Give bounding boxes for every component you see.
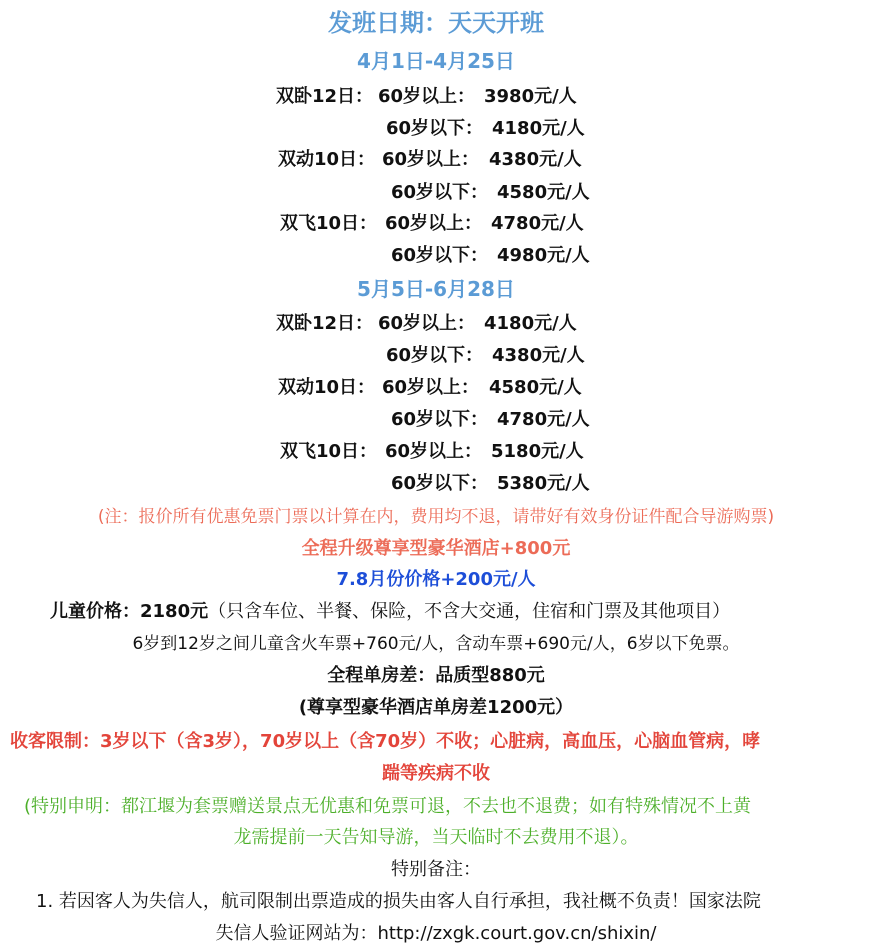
- price-value: 5380元/人: [497, 473, 590, 494]
- price-value: 4780元/人: [491, 213, 584, 234]
- product-name: 双飞10日：: [280, 441, 378, 462]
- age-group: 60岁以上：: [378, 86, 476, 107]
- price-value: 4380元/人: [489, 149, 582, 170]
- special-statement-line-2: 龙需提前一天告知导游，当天临时不去费用不退）。: [233, 827, 639, 848]
- period-heading-1: 4月1日-4月25日: [357, 49, 515, 73]
- restriction-line-2: 踹等疾病不收: [382, 763, 490, 784]
- price-value: 5180元/人: [491, 441, 584, 462]
- remarks-title: 特别备注：: [391, 859, 481, 880]
- product-name: 双卧12日：: [276, 86, 374, 107]
- product-name: 双卧12日：: [276, 313, 374, 334]
- age-group: 60岁以上：: [378, 313, 476, 334]
- price-value: 4380元/人: [492, 345, 585, 366]
- age-group: 60岁以上：: [382, 149, 480, 170]
- court-verification-link[interactable]: http://zxgk.court.gov.cn/shixin/: [377, 923, 657, 944]
- age-group: 60岁以下：: [391, 473, 489, 494]
- page-title: 发班日期：天天开班: [328, 9, 544, 37]
- summer-surcharge: 7.8月份价格+200元/人: [336, 569, 536, 590]
- product-name: 双飞10日：: [280, 213, 378, 234]
- age-group: 60岁以下：: [391, 409, 489, 430]
- child-price-label: 儿童价格：2180元: [50, 601, 209, 622]
- restriction-line-1: 收客限制：3岁以下（含3岁），70岁以上（含70岁）不收；心脏病，高血压，心脑血管病，哮: [10, 731, 761, 752]
- product-name: 双动10日：: [278, 149, 376, 170]
- age-group: 60岁以上：: [382, 377, 480, 398]
- luxury-single-room-note: (尊享型豪华酒店单房差1200元）: [298, 697, 574, 718]
- age-group: 60岁以下：: [391, 182, 489, 203]
- price-value: 3980元/人: [484, 86, 577, 107]
- price-value: 4180元/人: [492, 118, 585, 139]
- remark-1-line-2: [0, 922, 872, 946]
- remark-1-prefix: 失信人验证网站为：: [215, 923, 378, 944]
- age-group: 60岁以下：: [386, 345, 484, 366]
- price-value: 4780元/人: [497, 409, 590, 430]
- price-value: 4580元/人: [489, 377, 582, 398]
- product-name: 双动10日：: [278, 377, 376, 398]
- upgrade-note: 全程升级尊享型豪华酒店+800元: [301, 538, 571, 559]
- age-group: 60岁以上：: [385, 441, 483, 462]
- child-price-line: [50, 600, 730, 624]
- single-room-note: 全程单房差：品质型880元: [327, 665, 545, 686]
- age-group: 60岁以下：: [386, 118, 484, 139]
- period-heading-2: 5月5日-6月28日: [357, 277, 515, 301]
- price-value: 4980元/人: [497, 245, 590, 266]
- child-price-detail: （只含车位、半餐、保险，不含大交通，住宿和门票及其他项目）: [208, 601, 731, 622]
- price-note: (注：报价所有优惠免票门票以计算在内，费用均不退，请带好有效身份证件配合导游购票): [97, 507, 775, 527]
- price-value: 4180元/人: [484, 313, 577, 334]
- child-ticket-note: 6岁到12岁之间儿童含火车票+760元/人，含动车票+690元/人，6岁以下免票。: [132, 634, 740, 654]
- age-group: 60岁以下：: [391, 245, 489, 266]
- price-value: 4580元/人: [497, 182, 590, 203]
- age-group: 60岁以上：: [385, 213, 483, 234]
- remark-1-line-1: 1. 若因客人为失信人，航司限制出票造成的损失由客人自行承担，我社概不负责！国家法院: [36, 891, 761, 912]
- special-statement-line-1: (特别申明：都江堰为套票赠送景点无优惠和免票可退，不去也不退费；如有特殊情况不上黄: [24, 796, 752, 817]
